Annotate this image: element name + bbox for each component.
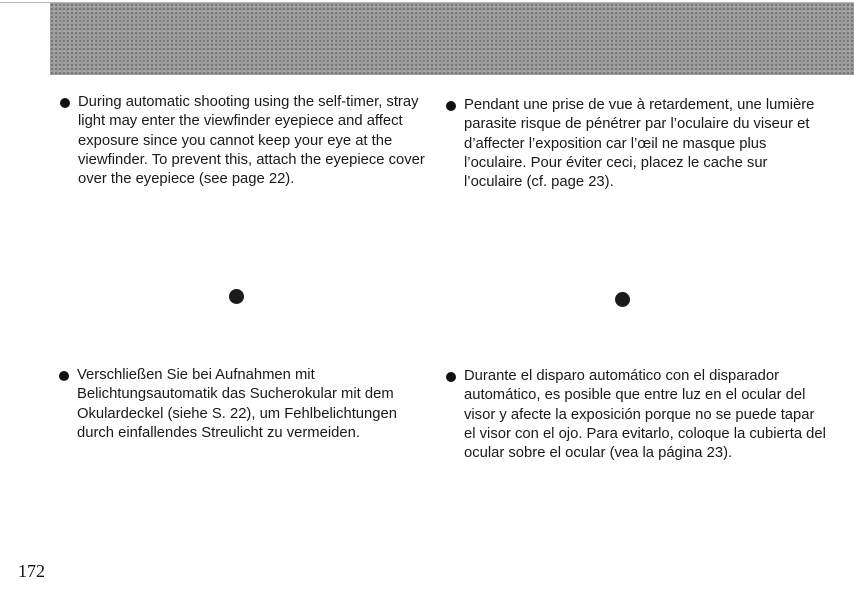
page-number: 172: [18, 561, 45, 581]
paragraph-english-text: During automatic shooting using the self-timer, stray light may enter the viewfinder eyepiece and affect exposure since you cannot keep your eye at the viewfinder. To prevent this, attach the eyepiece cover over the eyepiece (see page 22).: [78, 94, 425, 188]
paragraph-french-text: Pendant une prise de vue à retardement, une lumière parasite risque de pénétrer par l’oculaire du viseur et d’affecter l’exposition car l’œil ne masque plus l’oculaire. Pour éviter ceci, placez le cache sur l’oculaire (cf. page 23).: [464, 97, 815, 191]
header-band: [50, 3, 854, 75]
paragraph-french: [446, 96, 826, 192]
bullet-icon: [60, 98, 70, 108]
bullet-icon: [446, 372, 456, 382]
bullet-icon: [59, 371, 69, 381]
paragraph-german-text: Verschließen Sie bei Aufnahmen mit Belichtungsautomatik das Sucherokular mit dem Okulardeckel (siehe S. 22), um Fehlbelichtungen durch einfallendes Streulicht zu vermeiden.: [77, 367, 397, 441]
section-dot-right: [615, 292, 630, 307]
paragraph-spanish: [446, 367, 826, 463]
paragraph-german: [59, 366, 429, 443]
bullet-icon: [446, 101, 456, 111]
paragraph-spanish-text: Durante el disparo automático con el disparador automático, es posible que entre luz en el ocular del visor y afecte la exposición porque no se puede tapar el visor con el ojo. Para evitarlo, coloque la cubierta del ocular sobre el ocular (vea la página 23).: [464, 368, 826, 462]
paragraph-english: [60, 93, 430, 189]
section-dot-left: [229, 289, 244, 304]
